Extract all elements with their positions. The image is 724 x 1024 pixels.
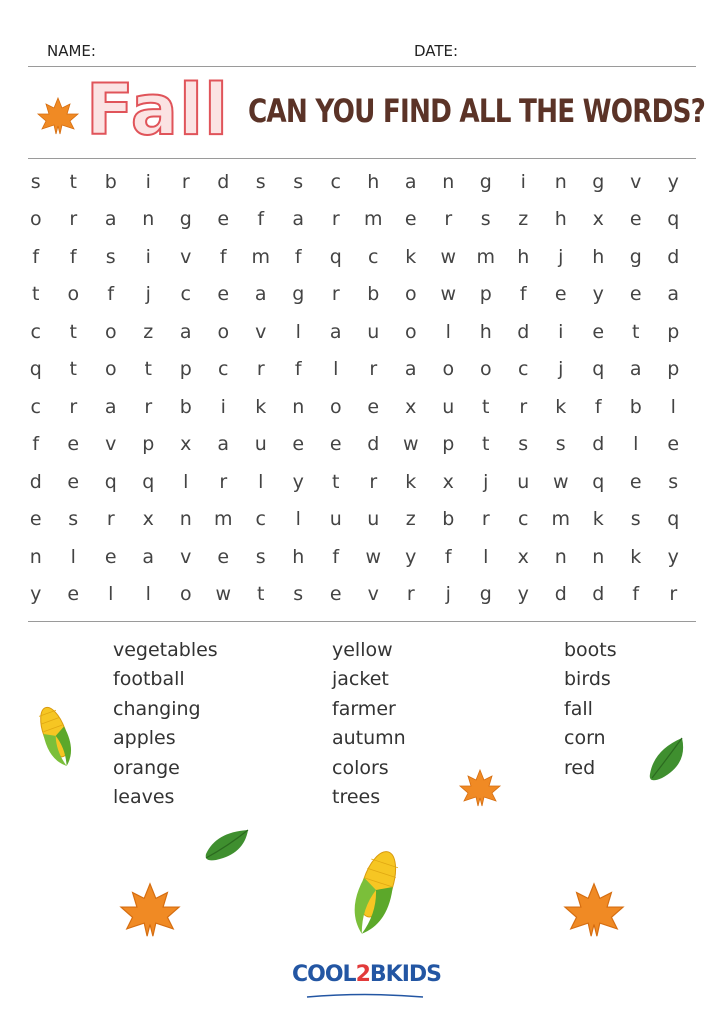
grid-letter: z xyxy=(518,208,529,231)
maple-leaf-icon xyxy=(562,880,626,940)
grid-row xyxy=(17,576,706,614)
grid-letter: n xyxy=(292,395,305,418)
grid-letter: x xyxy=(517,545,529,568)
grid-letter: h xyxy=(592,245,605,268)
date-label: DATE: xyxy=(414,42,459,60)
word-search-grid xyxy=(17,163,706,613)
grid-letter: v xyxy=(255,320,267,343)
grid-letter: a xyxy=(142,545,155,568)
grid-letter: a xyxy=(217,433,230,456)
grid-letter: q xyxy=(667,508,680,531)
grid-letter: u xyxy=(442,395,455,418)
grid-row xyxy=(17,351,706,389)
grid-letter: b xyxy=(104,170,117,193)
grid-letter: o xyxy=(442,358,455,381)
grid-row xyxy=(17,238,706,276)
grid-letter: h xyxy=(517,245,530,268)
grid-letter: y xyxy=(592,283,604,306)
maple-leaf-icon xyxy=(36,96,80,136)
grid-letter: e xyxy=(629,283,642,306)
grid-letter: l xyxy=(295,320,301,343)
grid-letter: c xyxy=(518,508,529,531)
word-list-column-1 xyxy=(113,636,218,812)
grid-letter: l xyxy=(258,470,264,493)
grid-letter: q xyxy=(667,208,680,231)
grid-letter: r xyxy=(519,395,528,418)
grid-letter: j xyxy=(145,283,151,306)
grid-letter: l xyxy=(483,545,489,568)
top-divider xyxy=(28,66,696,67)
grid-letter: j xyxy=(558,358,564,381)
grid-letter: z xyxy=(143,320,154,343)
grid-letter: s xyxy=(630,508,641,531)
green-leaf-icon xyxy=(644,734,688,786)
grid-letter: c xyxy=(30,320,41,343)
grid-letter: t xyxy=(332,470,340,493)
word-list-item: jacket xyxy=(332,668,389,691)
grid-letter: r xyxy=(444,208,453,231)
word-list-item: corn xyxy=(564,727,606,750)
logo-text-part1: COOL xyxy=(292,962,356,987)
grid-letter: p xyxy=(479,283,492,306)
grid-divider-top xyxy=(28,158,696,159)
grid-letter: s xyxy=(555,433,566,456)
word-list-item: birds xyxy=(564,668,611,691)
grid-letter: t xyxy=(69,320,77,343)
grid-letter: r xyxy=(256,358,265,381)
grid-letter: g xyxy=(629,245,642,268)
grid-letter: i xyxy=(145,170,151,193)
grid-letter: s xyxy=(293,170,304,193)
logo-text-part3: BKIDS xyxy=(369,962,441,987)
headline: CAN YOU FIND ALL THE WORDS? xyxy=(248,92,706,130)
grid-letter: e xyxy=(217,208,230,231)
word-list-item: autumn xyxy=(332,727,406,750)
grid-letter: l xyxy=(333,358,339,381)
grid-letter: r xyxy=(481,508,490,531)
grid-letter: o xyxy=(329,395,342,418)
word-list-item: fall xyxy=(564,697,593,720)
grid-letter: h xyxy=(479,320,492,343)
grid-letter: o xyxy=(479,358,492,381)
grid-letter: d xyxy=(517,320,530,343)
grid-letter: x xyxy=(142,508,154,531)
grid-row xyxy=(17,463,706,501)
grid-letter: y xyxy=(667,170,679,193)
grid-letter: e xyxy=(292,433,305,456)
grid-letter: e xyxy=(629,470,642,493)
grid-letter: m xyxy=(363,208,383,231)
grid-letter: l xyxy=(670,395,676,418)
grid-letter: e xyxy=(104,545,117,568)
grid-letter: i xyxy=(520,170,526,193)
site-logo xyxy=(292,962,441,987)
grid-letter: r xyxy=(144,395,153,418)
word-list-item: vegetables xyxy=(113,639,218,661)
grid-letter: y xyxy=(292,470,304,493)
grid-letter: n xyxy=(179,508,192,531)
grid-letter: y xyxy=(30,583,42,606)
grid-letter: w xyxy=(552,470,569,493)
grid-letter: s xyxy=(255,545,266,568)
maple-leaf-icon xyxy=(118,880,182,940)
grid-letter: x xyxy=(592,208,604,231)
grid-letter: x xyxy=(442,470,454,493)
grid-letter: a xyxy=(104,208,117,231)
corn-icon xyxy=(342,840,410,940)
grid-row xyxy=(17,501,706,539)
grid-letter: h xyxy=(367,170,380,193)
grid-letter: z xyxy=(405,508,416,531)
grid-letter: w xyxy=(402,433,419,456)
grid-letter: c xyxy=(180,283,191,306)
grid-letter: o xyxy=(67,283,80,306)
grid-letter: t xyxy=(69,358,77,381)
grid-letter: k xyxy=(405,470,417,493)
grid-letter: s xyxy=(255,170,266,193)
grid-letter: r xyxy=(106,508,115,531)
word-list-item: red xyxy=(564,756,596,779)
grid-letter: s xyxy=(68,508,79,531)
grid-letter: f xyxy=(444,545,452,568)
grid-letter: w xyxy=(215,583,232,606)
grid-letter: q xyxy=(592,358,605,381)
word-list-item: changing xyxy=(113,697,201,720)
word-list-item: leaves xyxy=(113,786,175,809)
grid-row xyxy=(17,538,706,576)
grid-letter: e xyxy=(329,583,342,606)
word-list-item: boots xyxy=(564,639,617,661)
name-label: NAME: xyxy=(47,42,96,60)
grid-letter: l xyxy=(633,433,639,456)
grid-letter: v xyxy=(180,245,192,268)
grid-letter: o xyxy=(404,283,417,306)
grid-letter: s xyxy=(293,583,304,606)
grid-letter: l xyxy=(145,583,151,606)
grid-letter: g xyxy=(292,283,305,306)
grid-letter: t xyxy=(257,583,265,606)
grid-letter: l xyxy=(183,470,189,493)
grid-letter: r xyxy=(219,470,228,493)
grid-letter: t xyxy=(32,283,40,306)
grid-letter: y xyxy=(405,545,417,568)
grid-letter: o xyxy=(104,320,117,343)
grid-letter: c xyxy=(218,358,229,381)
grid-letter: t xyxy=(69,170,77,193)
word-list-column-2 xyxy=(332,636,406,812)
grid-row xyxy=(17,163,706,201)
grid-letter: f xyxy=(294,245,302,268)
grid-letter: c xyxy=(518,358,529,381)
grid-letter: a xyxy=(254,283,267,306)
grid-letter: b xyxy=(442,508,455,531)
word-list-item: orange xyxy=(113,756,180,779)
grid-letter: e xyxy=(217,545,230,568)
grid-letter: x xyxy=(405,395,417,418)
grid-letter: e xyxy=(592,320,605,343)
grid-letter: i xyxy=(558,320,564,343)
word-list-item: apples xyxy=(113,727,176,750)
grid-letter: r xyxy=(669,583,678,606)
grid-letter: g xyxy=(179,208,192,231)
grid-letter: o xyxy=(404,320,417,343)
grid-letter: c xyxy=(255,508,266,531)
grid-letter: j xyxy=(483,470,489,493)
grid-letter: a xyxy=(404,358,417,381)
grid-letter: w xyxy=(440,283,457,306)
grid-letter: d xyxy=(217,170,230,193)
grid-letter: c xyxy=(30,395,41,418)
logo-text-part2: 2 xyxy=(355,962,370,987)
grid-letter: g xyxy=(479,170,492,193)
grid-letter: l xyxy=(445,320,451,343)
grid-letter: s xyxy=(30,170,41,193)
grid-letter: u xyxy=(254,433,267,456)
grid-row xyxy=(17,388,706,426)
grid-letter: n xyxy=(554,545,567,568)
grid-letter: v xyxy=(105,433,117,456)
grid-letter: s xyxy=(105,245,116,268)
grid-letter: u xyxy=(367,320,380,343)
grid-letter: n xyxy=(592,545,605,568)
grid-letter: u xyxy=(329,508,342,531)
grid-letter: d xyxy=(667,245,680,268)
grid-letter: p xyxy=(442,433,455,456)
grid-letter: x xyxy=(180,433,192,456)
grid-row xyxy=(17,276,706,314)
grid-letter: v xyxy=(180,545,192,568)
grid-letter: k xyxy=(592,508,604,531)
word-list-item: yellow xyxy=(332,639,393,661)
maple-leaf-icon xyxy=(458,768,502,808)
grid-letter: r xyxy=(69,395,78,418)
grid-letter: e xyxy=(554,283,567,306)
grid-letter: s xyxy=(480,208,491,231)
grid-letter: q xyxy=(142,470,155,493)
grid-letter: f xyxy=(69,245,77,268)
grid-letter: f xyxy=(332,545,340,568)
grid-letter: f xyxy=(32,245,40,268)
grid-letter: j xyxy=(558,245,564,268)
grid-letter: f xyxy=(594,395,602,418)
grid-letter: k xyxy=(405,245,417,268)
grid-letter: e xyxy=(667,433,680,456)
grid-letter: m xyxy=(213,508,233,531)
grid-letter: y xyxy=(517,583,529,606)
grid-letter: n xyxy=(442,170,455,193)
grid-letter: f xyxy=(294,358,302,381)
word-list-item: colors xyxy=(332,756,389,779)
grid-letter: p xyxy=(179,358,192,381)
grid-letter: a xyxy=(329,320,342,343)
grid-letter: n xyxy=(142,208,155,231)
grid-letter: b xyxy=(179,395,192,418)
grid-letter: c xyxy=(330,170,341,193)
grid-letter: a xyxy=(629,358,642,381)
grid-letter: g xyxy=(592,170,605,193)
grid-letter: d xyxy=(554,583,567,606)
grid-letter: h xyxy=(292,545,305,568)
grid-letter: q xyxy=(29,358,42,381)
grid-letter: w xyxy=(365,545,382,568)
grid-letter: p xyxy=(142,433,155,456)
grid-letter: r xyxy=(331,283,340,306)
grid-letter: q xyxy=(329,245,342,268)
grid-letter: b xyxy=(629,395,642,418)
grid-letter: f xyxy=(257,208,265,231)
grid-letter: p xyxy=(667,358,680,381)
grid-letter: a xyxy=(179,320,192,343)
grid-letter: m xyxy=(251,245,270,268)
grid-letter: v xyxy=(367,583,379,606)
grid-letter: f xyxy=(519,283,527,306)
grid-letter: t xyxy=(632,320,640,343)
grid-letter: e xyxy=(329,433,342,456)
grid-letter: m xyxy=(476,245,495,268)
grid-letter: k xyxy=(555,395,567,418)
grid-letter: f xyxy=(107,283,115,306)
grid-letter: d xyxy=(592,433,605,456)
grid-letter: r xyxy=(369,470,378,493)
grid-letter: s xyxy=(518,433,529,456)
grid-letter: t xyxy=(144,358,152,381)
grid-letter: a xyxy=(667,283,680,306)
grid-row xyxy=(17,426,706,464)
grid-letter: f xyxy=(219,245,227,268)
grid-letter: d xyxy=(592,583,605,606)
grid-letter: a xyxy=(292,208,305,231)
word-list-item: football xyxy=(113,668,185,691)
grid-divider-bottom xyxy=(28,621,696,622)
grid-letter: e xyxy=(67,583,80,606)
grid-letter: r xyxy=(331,208,340,231)
grid-letter: e xyxy=(29,508,42,531)
grid-letter: i xyxy=(220,395,226,418)
grid-letter: n xyxy=(29,545,42,568)
grid-letter: d xyxy=(29,470,42,493)
grid-letter: e xyxy=(217,283,230,306)
grid-letter: i xyxy=(145,245,151,268)
corn-icon xyxy=(30,696,80,772)
title-word: Fall xyxy=(86,69,229,151)
grid-letter: a xyxy=(104,395,117,418)
grid-letter: e xyxy=(67,470,80,493)
grid-letter: u xyxy=(367,508,380,531)
logo-underline xyxy=(305,992,425,1000)
grid-letter: v xyxy=(630,170,642,193)
grid-letter: o xyxy=(217,320,230,343)
grid-row xyxy=(17,201,706,239)
grid-letter: n xyxy=(554,170,567,193)
grid-letter: r xyxy=(369,358,378,381)
grid-letter: k xyxy=(630,545,642,568)
grid-letter: a xyxy=(404,170,417,193)
grid-letter: l xyxy=(70,545,76,568)
grid-letter: f xyxy=(632,583,640,606)
grid-letter: g xyxy=(479,583,492,606)
grid-letter: l xyxy=(108,583,114,606)
grid-letter: j xyxy=(445,583,451,606)
grid-letter: h xyxy=(554,208,567,231)
grid-letter: f xyxy=(32,433,40,456)
grid-letter: e xyxy=(67,433,80,456)
grid-row xyxy=(17,313,706,351)
grid-letter: o xyxy=(104,358,117,381)
grid-letter: q xyxy=(592,470,605,493)
grid-letter: r xyxy=(69,208,78,231)
grid-letter: c xyxy=(368,245,379,268)
grid-letter: t xyxy=(482,395,490,418)
word-list-item: farmer xyxy=(332,697,396,720)
grid-letter: b xyxy=(367,283,380,306)
grid-letter: o xyxy=(179,583,192,606)
grid-letter: q xyxy=(104,470,117,493)
grid-letter: d xyxy=(367,433,380,456)
grid-letter: e xyxy=(404,208,417,231)
grid-letter: w xyxy=(440,245,457,268)
grid-letter: e xyxy=(367,395,380,418)
word-list-column-3 xyxy=(564,636,617,783)
grid-letter: y xyxy=(667,545,679,568)
grid-letter: p xyxy=(667,320,680,343)
word-list-item: trees xyxy=(332,786,381,809)
grid-letter: o xyxy=(29,208,42,231)
grid-letter: r xyxy=(181,170,190,193)
grid-letter: r xyxy=(406,583,415,606)
grid-letter: l xyxy=(295,508,301,531)
green-leaf-icon xyxy=(200,824,252,866)
grid-letter: e xyxy=(629,208,642,231)
grid-letter: k xyxy=(255,395,267,418)
grid-letter: m xyxy=(551,508,570,531)
grid-letter: s xyxy=(668,470,679,493)
grid-letter: t xyxy=(482,433,490,456)
grid-letter: u xyxy=(517,470,530,493)
